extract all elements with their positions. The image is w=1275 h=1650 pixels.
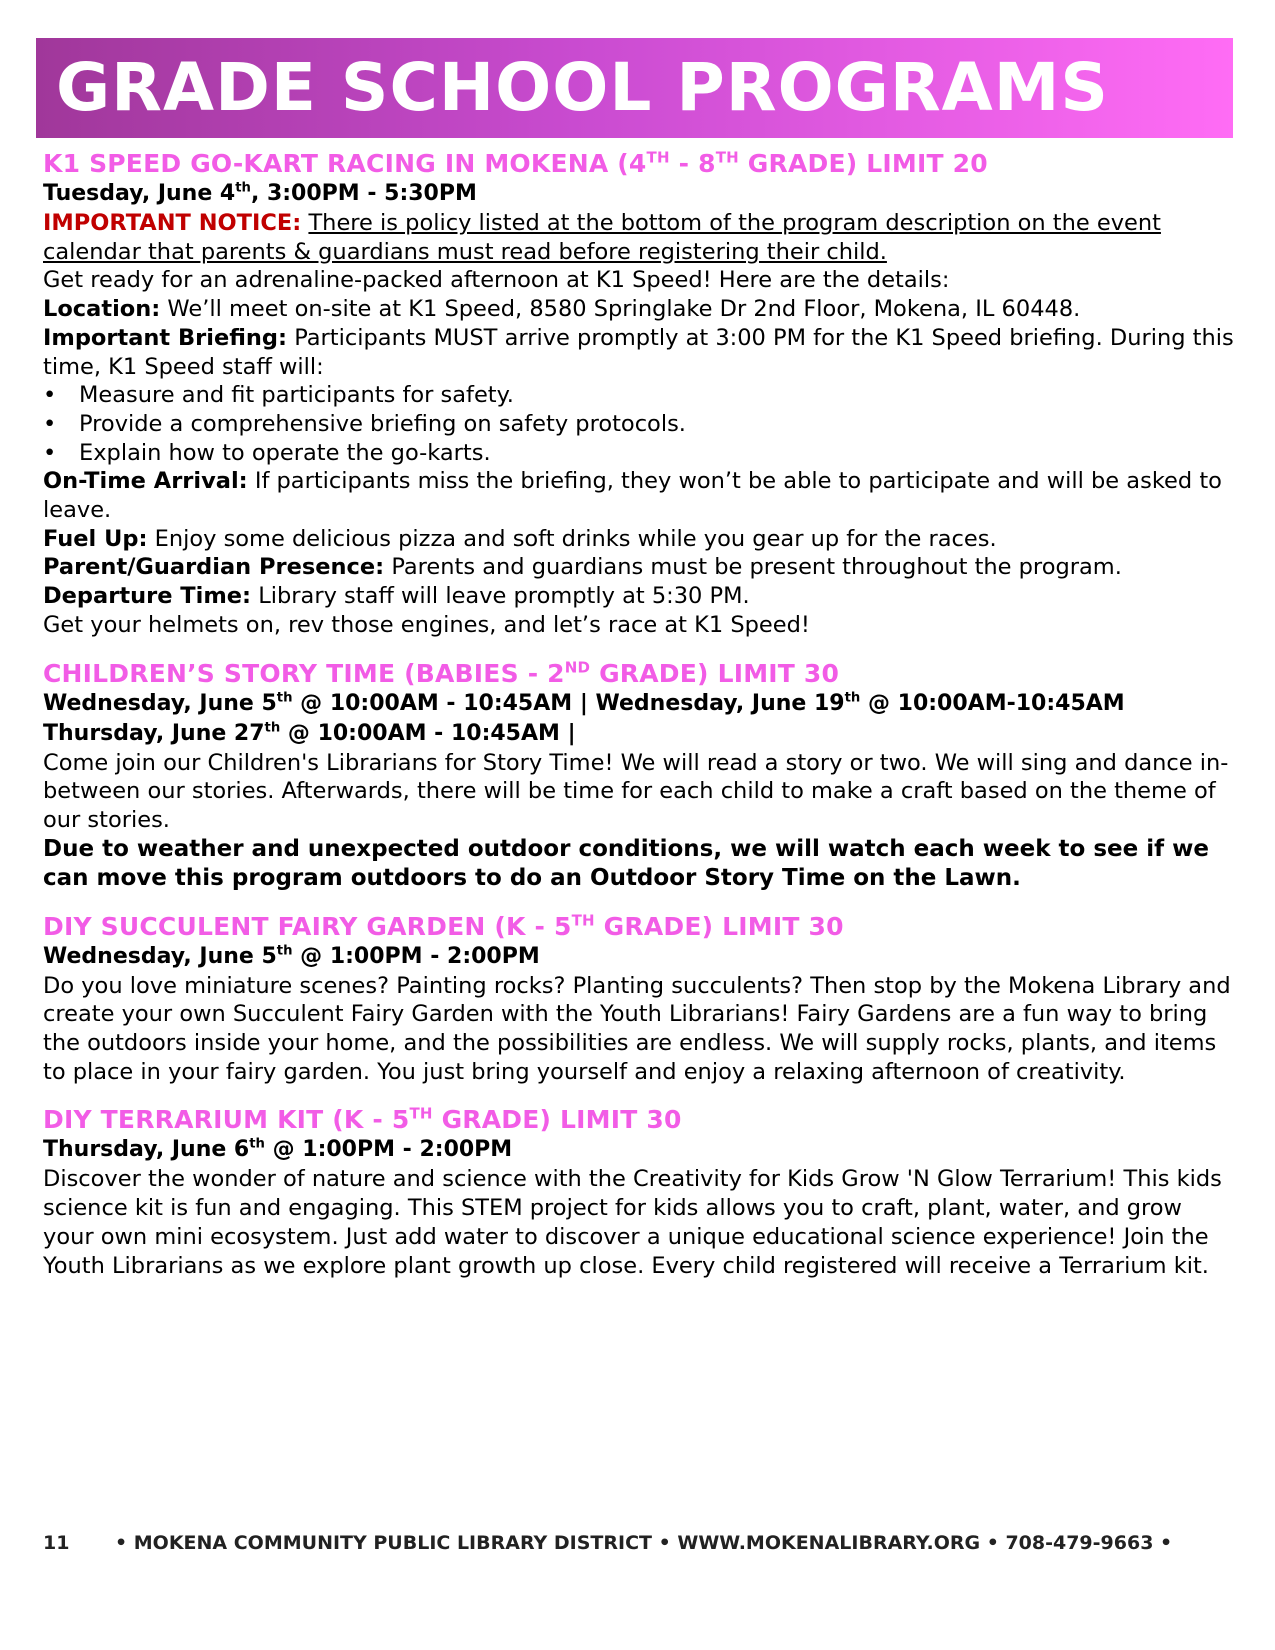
page-number: 11 [43, 1532, 70, 1554]
program-description: Discover the wonder of nature and science with the Creativity for Kids Grow 'N Glow Terrarium! This kids science kit is fun and engaging. This STEM project for kids allows you to craft, plant, water, and grow your own mini ecosystem. Just add water to discover a unique educational science experience! Join the Youth Librarians as we explore plant growth up close. Every child registered will receive a Terrarium kit. [43, 1166, 1222, 1279]
location-info: Location: We’ll meet on-site at K1 Speed, 8580 Springlake Dr 2nd Floor, Mokena, IL 60448. [43, 296, 1081, 323]
program-date: Thursday, June 6th @ 1:00PM - 2:00PM [43, 1137, 513, 1163]
program-description: Do you love miniature scenes? Painting rocks? Planting succulents? Then stop by the Mokena Library and create your own Succulent Fairy Garden with the Youth Librarians! Fairy Gardens are a fun way to bring the outdoors inside your home, and the possibilities are endless. We will supply rocks, plants, and items to place in your fairy garden. You just bring yourself and enjoy a relaxing afternoon of creativity. [43, 972, 1231, 1085]
fuel-info: Fuel Up: Enjoy some delicious pizza and soft drinks while you gear up for the races. [43, 525, 997, 552]
program-date: Wednesday, June 5th @ 10:00AM - 10:45AM | Wednesday, June 19th @ 10:00AM-10:45AM [43, 690, 1125, 716]
important-notice: IMPORTANT NOTICE: There is policy listed at the bottom of the program description on the event calendar that parents & guardians must read before registering their child. [43, 210, 1161, 265]
briefing-info: Important Briefing: Participants MUST arrive promptly at 3:00 PM for the K1 Speed briefing. During this time, K1 Speed staff will: [43, 324, 1234, 380]
list-item: • Provide a comprehensive briefing on safety protocols. [79, 410, 1238, 439]
list-item: • Explain how to operate the go-karts. [79, 439, 1238, 468]
program-title: DIY TERRARIUM KIT (K - 5TH GRADE) LIMIT 30 [43, 1105, 682, 1135]
program-fairy-garden [43, 911, 1238, 1087]
program-date: Wednesday, June 5th @ 1:00PM - 2:00PM [43, 943, 540, 969]
program-intro: Get ready for an adrenaline-packed afternoon at K1 Speed! Here are the details: [43, 267, 950, 294]
briefing-list [43, 381, 1238, 467]
program-terrarium [43, 1104, 1238, 1280]
footer-text: • MOKENA COMMUNITY PUBLIC LIBRARY DISTRICT • WWW.MOKENALIBRARY.ORG • 708-479-9663 • [115, 1532, 1173, 1554]
page-content [43, 148, 1238, 1280]
program-story-time [43, 658, 1238, 893]
program-closing: Get your helmets on, rev those engines, and let’s race at K1 Speed! [43, 611, 810, 638]
list-item: • Measure and fit participants for safety. [79, 381, 1238, 410]
arrival-info: On-Time Arrival: If participants miss the briefing, they won’t be able to participate and will be asked to leave. [43, 468, 1222, 524]
program-date: Tuesday, June 4th, 3:00PM - 5:30PM [43, 180, 477, 206]
departure-info: Departure Time: Library staff will leave promptly at 5:30 PM. [43, 583, 750, 610]
page-title: GRADE SCHOOL PROGRAMS [56, 49, 1109, 126]
program-k1-speed [43, 148, 1238, 640]
program-date: Thursday, June 27th @ 10:00AM - 10:45AM | [43, 720, 576, 746]
program-title: DIY SUCCULENT FAIRY GARDEN (K - 5TH GRADE) LIMIT 30 [43, 911, 844, 941]
program-title: CHILDREN’S STORY TIME (BABIES - 2ND GRADE) LIMIT 30 [43, 658, 840, 688]
weather-note: Due to weather and unexpected outdoor conditions, we will watch each week to see if we can move this program outdoors to do an Outdoor Story Time on the Lawn. [43, 835, 1209, 891]
header-banner [36, 38, 1233, 138]
program-description: Come join our Children's Librarians for Story Time! We will read a story or two. We will sing and dance in-between our stories. Afterwards, there will be time for each child to make a craft based on the theme of our stories. [43, 749, 1229, 833]
parent-info: Parent/Guardian Presence: Parents and guardians must be present throughout the program. [43, 554, 1122, 581]
program-title: K1 SPEED GO-KART RACING IN MOKENA (4TH - 8TH GRADE) LIMIT 20 [43, 148, 988, 178]
page-footer [43, 1530, 1238, 1556]
